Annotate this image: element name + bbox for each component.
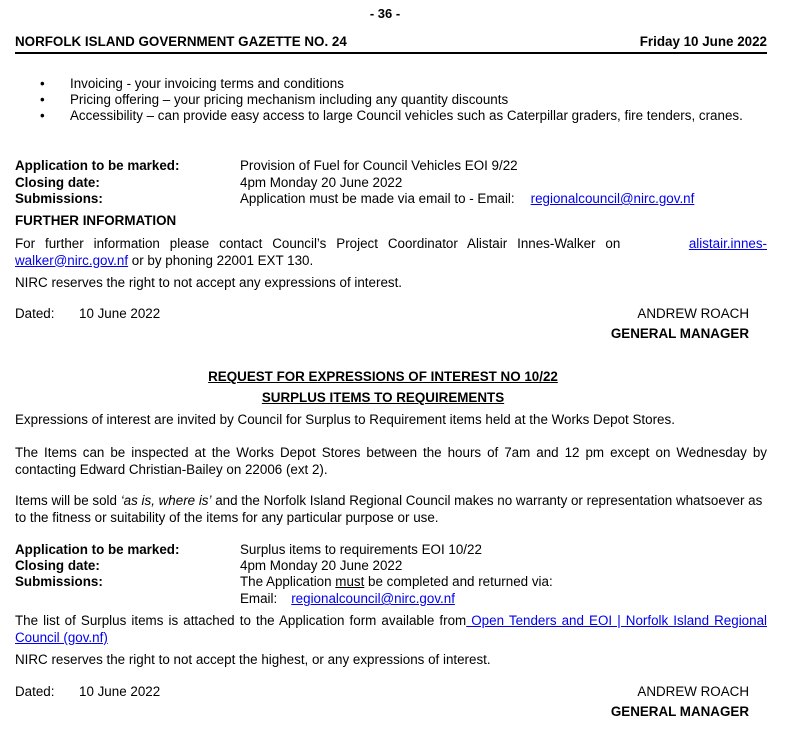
application-value: Surplus items to requirements EOI 10/22 bbox=[240, 542, 482, 557]
further-info-heading: FURTHER INFORMATION bbox=[15, 213, 177, 228]
email-label: Email: bbox=[240, 591, 278, 606]
list-item: • Accessibility – can provide easy access to large Council vehicles such as Caterpillar graders, fire tenders, cranes. bbox=[40, 108, 743, 123]
eoi1-application-row bbox=[15, 158, 767, 174]
eoi2-email-row bbox=[15, 591, 767, 607]
eoi1-submissions-row bbox=[15, 191, 767, 207]
closing-label: Closing date: bbox=[15, 558, 100, 573]
eoi2-para-1: Expressions of interest are invited by Council for Surplus to Requirement items held at the Works Depot Stores. bbox=[15, 412, 675, 427]
application-label: Application to be marked: bbox=[15, 542, 180, 557]
criteria-list bbox=[15, 76, 767, 124]
email-link[interactable]: regionalcouncil@nirc.gov.nf bbox=[530, 191, 695, 206]
dated-label: Dated: bbox=[15, 684, 55, 699]
application-value: Provision of Fuel for Council Vehicles EOI 9/22 bbox=[240, 158, 518, 173]
dated-value: 10 June 2022 bbox=[79, 306, 161, 321]
eoi2-subtitle: SURPLUS ITEMS TO REQUIREMENTS bbox=[261, 390, 505, 405]
submissions-label: Submissions: bbox=[15, 574, 103, 589]
dated-label: Dated: bbox=[15, 306, 55, 321]
eoi1-closing-row bbox=[15, 175, 767, 191]
signer-title: GENERAL MANAGER bbox=[610, 704, 749, 719]
eoi2-application-row bbox=[15, 542, 767, 558]
eoi2-submissions-row bbox=[15, 574, 767, 590]
list-item: • Pricing offering – your pricing mechanism including any quantity discounts bbox=[40, 92, 509, 107]
eoi2-list-text: The list of Surplus items is attached to the Application form available from Open Tenders and EOI | Norfolk Island Regional Council (gov.nf) bbox=[15, 613, 767, 645]
list-item: • Invoicing - your invoicing terms and conditions bbox=[40, 76, 344, 91]
signer-title: GENERAL MANAGER bbox=[610, 326, 749, 341]
contact-email-link-part1[interactable]: alistair.innes- bbox=[688, 236, 767, 251]
contact-email-link-part2[interactable]: walker@nirc.gov.nf bbox=[15, 252, 129, 268]
eoi1-reserve-text: NIRC reserves the right to not accept any expressions of interest. bbox=[15, 275, 403, 290]
eoi2-signature bbox=[611, 682, 749, 722]
dated-value: 10 June 2022 bbox=[79, 684, 161, 699]
closing-label: Closing date: bbox=[15, 175, 100, 190]
eoi2-para-3: Items will be sold ‘as is, where is’ and the Norfolk Island Regional Council makes no warranty or representation whatsoever as to the fitness or suitability of the items for any particular purpose or use. bbox=[15, 493, 763, 525]
eoi2-reserve-text: NIRC reserves the right to not accept the highest, or any expressions of interest. bbox=[15, 652, 491, 667]
bullet-icon: • bbox=[40, 108, 45, 123]
closing-value: 4pm Monday 20 June 2022 bbox=[240, 175, 403, 190]
signer-name: ANDREW ROACH bbox=[637, 306, 749, 321]
eoi2-para-2: The Items can be inspected at the Works Depot Stores between the hours of 7am and 12 pm except on Wednesday by contacting Edward Christian-Bailey on 22006 (ext 2). bbox=[15, 445, 767, 477]
application-label: Application to be marked: bbox=[15, 158, 180, 173]
email-link[interactable]: regionalcouncil@nirc.gov.nf bbox=[291, 591, 455, 606]
eoi2-title: REQUEST FOR EXPRESSIONS OF INTEREST NO 10/22 bbox=[208, 369, 558, 384]
eoi1-signature bbox=[611, 304, 749, 344]
submissions-value: Application must be made via email to - Email: regionalcouncil@nirc.gov.nf bbox=[240, 191, 695, 206]
signer-name: ANDREW ROACH bbox=[637, 684, 749, 699]
bullet-icon: • bbox=[40, 92, 45, 107]
closing-value: 4pm Monday 20 June 2022 bbox=[240, 558, 403, 573]
further-info-text: For further information please contact Council’s Project Coordinator Alistair Innes-Walker on alistair.innes- walker@nirc.gov.nf or by phoning 22001 EXT 130. bbox=[15, 236, 767, 268]
submissions-label: Submissions: bbox=[15, 191, 103, 206]
bullet-icon: • bbox=[40, 76, 45, 91]
gazette-header bbox=[15, 34, 767, 54]
submissions-value: The Application must be completed and returned via: bbox=[240, 574, 553, 589]
eoi2-closing-row bbox=[15, 558, 767, 574]
gazette-date: Friday 10 June 2022 bbox=[639, 34, 767, 49]
page-number: - 36 - bbox=[369, 6, 401, 21]
open-tenders-link[interactable]: Open Tenders and EOI | Norfolk Island Regional Council (gov.nf) bbox=[15, 613, 767, 645]
gazette-title: NORFOLK ISLAND GOVERNMENT GAZETTE NO. 24 bbox=[15, 34, 347, 49]
